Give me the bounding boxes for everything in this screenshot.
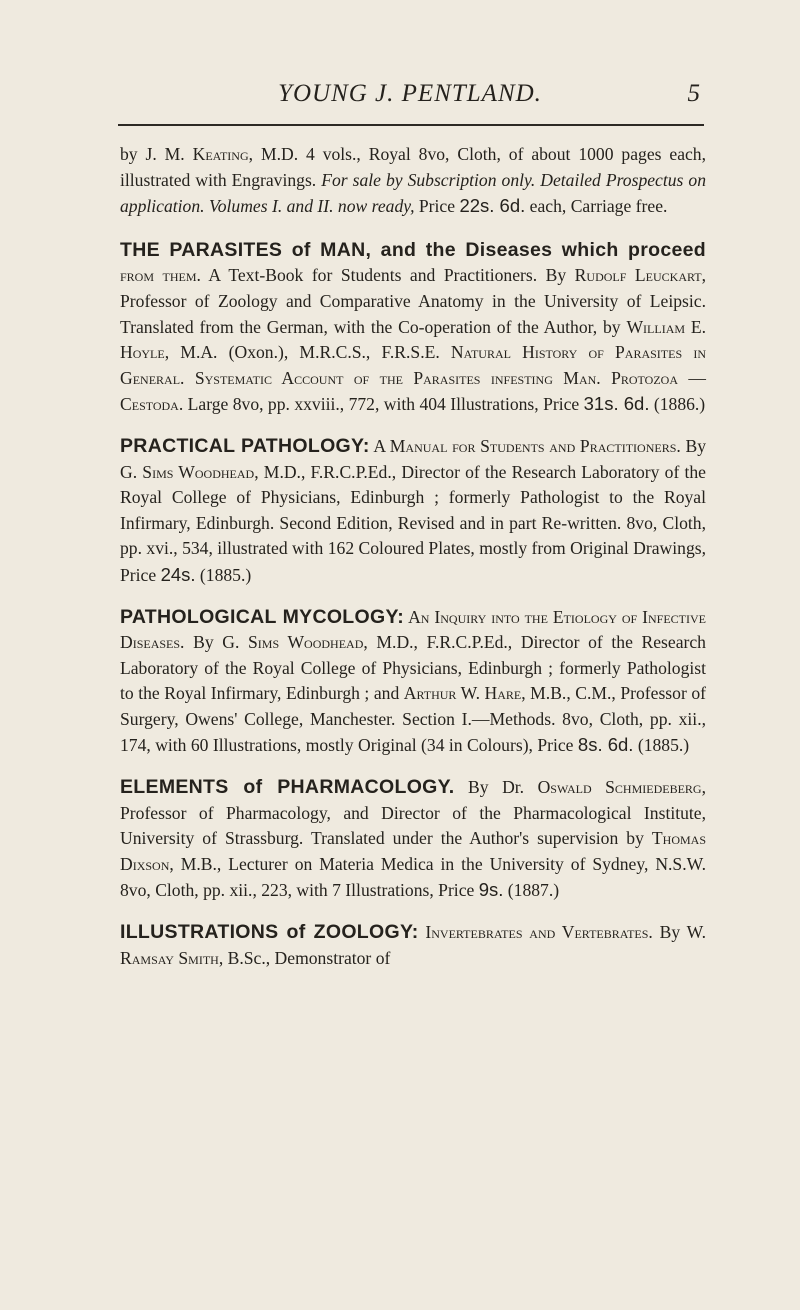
entry-heading: PRACTICAL PATHOLOGY: — [120, 434, 370, 457]
price: 8s. 6d. — [577, 734, 634, 756]
translator-name: Thomas Dixson, — [120, 828, 706, 874]
price: 9s. — [478, 879, 504, 901]
entry-heading: THE PARASITES of MAN, and the Diseases which proceed — [120, 238, 706, 261]
entry-practical-pathology: PRACTICAL PATHOLOGY: A Manual for Students and Practitioners. By G. Sims Woodhead, M.D., F.R.C.P.Ed., Director of the Research Laboratory of the Royal College of Physicians, Edinburgh ; formerly Pathologist to the Royal Infirmary, Edinburgh. Second Edition, Revised and in part Re-written. 8vo, Cloth, pp. xvi., 534, illustrated with 162 Coloured Plates, mostly from Original Drawings, Price 24s. (1885.) — [120, 434, 706, 585]
author-name: Oswald Schmiedeberg, — [537, 777, 706, 798]
coauthor-name: Arthur W. Hare, — [403, 683, 526, 704]
entry-parasites-of-man: THE PARASITES of MAN, and the Diseases which proceed from them. A Text-Book for Students and Practitioners. By Rudolf Leuckart, Professor of Zoology and Comparative Anatomy in the University of Leipsic. Translated from the German, with the Co-operation of the Author, by William E. Hoyle, M.A. (Oxon.), M.R.C.S., F.R.S.E. Natural History of Parasites in General. Systematic Account of the Parasites infesting Man. Protozoa —Cestoda. Large 8vo, pp. xxviii., 772, with 404 Illustrations, Price 31s. 6d. (1886.) — [120, 238, 707, 415]
entry-heading: ILLUSTRATIONS of ZOOLOGY: — [120, 921, 419, 944]
entry-subtitle: An Inquiry into the Etiology of Infective Diseases. — [120, 606, 706, 653]
page-number: 5 — [687, 80, 700, 107]
entry-heading: PATHOLOGICAL MYCOLOGY: — [120, 605, 405, 628]
subscription-note: For sale by Subscription only. Detailed Prospectus on application. Volumes I. and II. now ready, — [120, 169, 706, 217]
author-name: Sims Woodhead, — [142, 461, 259, 482]
author-name: Ramsay Smith, — [120, 947, 224, 968]
entry-subtitle: Invertebrates and Vertebrates. — [418, 922, 653, 943]
entry-heading: ELEMENTS of PHARMACOLOGY. — [120, 776, 455, 799]
translator-name: William E. Hoyle, — [120, 316, 707, 363]
author-name: Keating — [192, 144, 249, 164]
price: 31s. 6d. — [583, 393, 650, 415]
running-header — [120, 80, 700, 116]
entry-pathological-mycology: PATHOLOGICAL MYCOLOGY: An Inquiry into the Etiology of Infective Diseases. By G. Sims Woodhead, M.D., F.R.C.P.Ed., Director of the Research Laboratory of the Royal College of Physicians, Edinburgh ; formerly Pathologist to the Royal Infirmary, Edinburgh ; and Arthur W. Hare, M.B., C.M., Professor of Surgery, Owens' College, Manchester. Section I.—Methods. 8vo, Cloth, pp. xii., 174, with 60 Illustrations, mostly Original (34 in Colours), Price 8s. 6d. (1885.) — [120, 605, 706, 756]
author-name: Rudolf Leuckart, — [574, 265, 706, 286]
entry-keating-continuation: by J. M. Keating, M.D. 4 vols., Royal 8vo, Cloth, of about 1000 pages each, illustrated with Engravings. For sale by Subscription only. Detailed Prospectus on application. Volumes I. and II. now ready, Price 22s. 6d. each, Carriage free. — [120, 144, 707, 217]
running-title: YOUNG J. PENTLAND. — [278, 80, 542, 107]
catalogue-entries — [120, 142, 706, 987]
entry-elements-of-pharmacology: ELEMENTS of PHARMACOLOGY. By Dr. Oswald Schmiedeberg, Professor of Pharmacology, and Director of the Pharmacological Institute, University of Strassburg. Translated under the Author's supervision by Thomas Dixson, M.B., Lecturer on Materia Medica in the University of Sydney, N.S.W. 8vo, Cloth, pp. xii., 223, with 7 Illustrations, Price 9s. (1887.) — [120, 776, 706, 901]
contents-summary: Natural History of Parasites in General. Systematic Account of the Parasites infesting Man. Protozoa —Cestoda. — [120, 342, 706, 415]
header-rule — [118, 124, 704, 126]
price: 22s. 6d. — [459, 195, 526, 217]
author-name: Sims Woodhead, — [248, 632, 368, 653]
entry-illustrations-of-zoology: ILLUSTRATIONS of ZOOLOGY: Invertebrates and Vertebrates. By W. Ramsay Smith, B.Sc., Demonstrator of — [120, 921, 706, 968]
price: 24s. — [160, 563, 196, 585]
entry-subtitle: A Manual for Students and Practitioners. — [369, 435, 681, 456]
